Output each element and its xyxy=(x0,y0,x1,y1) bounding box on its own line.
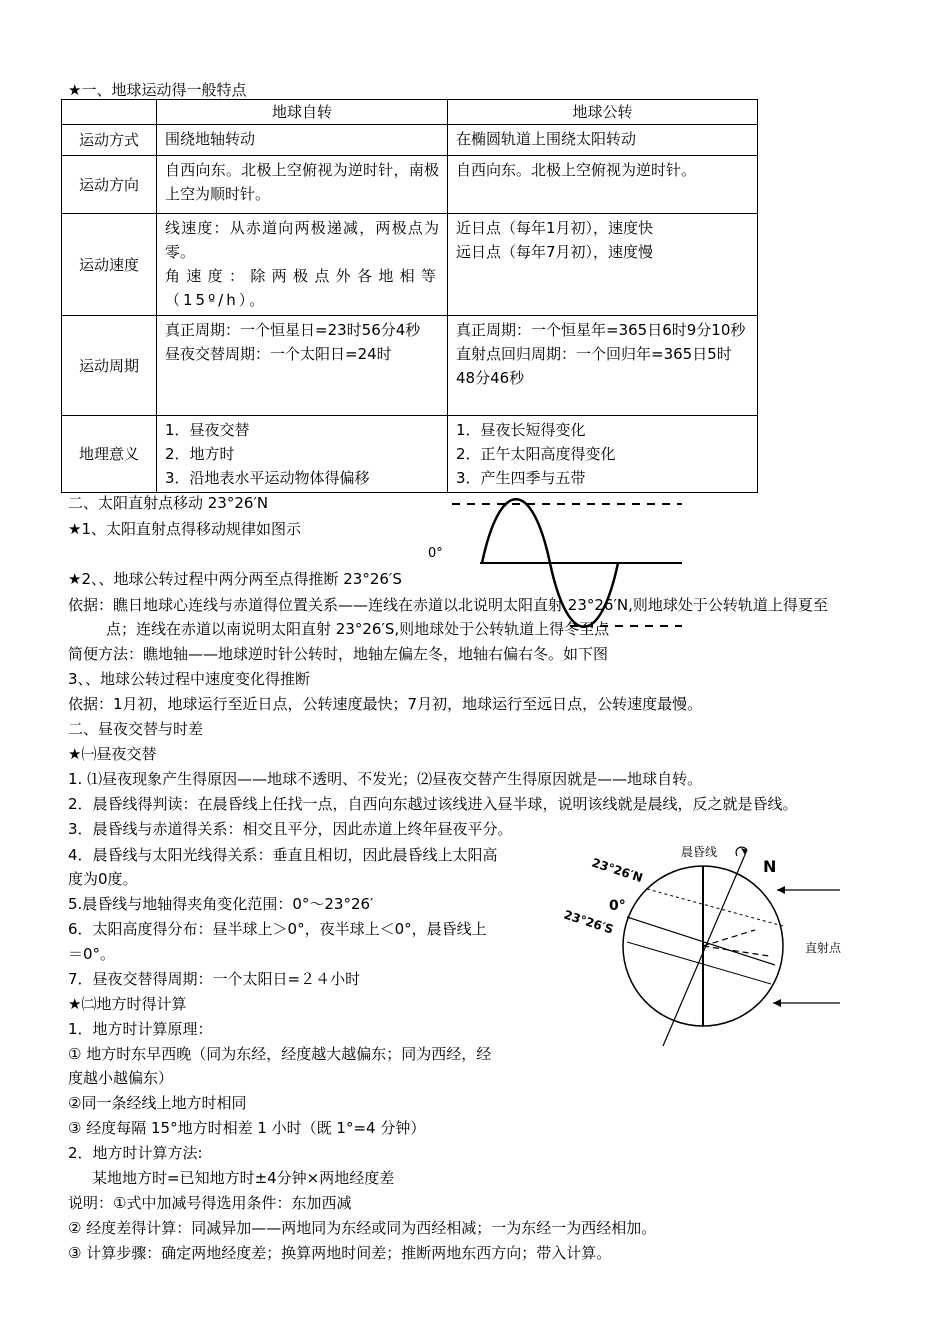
row-label: 运动速度 xyxy=(62,214,157,316)
cell-text: 3．产生四季与五带 xyxy=(456,469,586,487)
text-line: 简便方法：瞧地轴——地球逆时针公转时，地轴左偏左冬，地轴右偏右冬。如下图 xyxy=(68,645,609,663)
subsolar-ray-lower xyxy=(703,946,769,956)
rotation-cell xyxy=(157,156,448,214)
subsection-title: 3、、地球公转过程中速度变化得推断 xyxy=(68,670,311,688)
revolution-cell xyxy=(448,214,758,316)
earth-motion-table xyxy=(61,99,758,493)
cell-text: 自西向东。北极上空俯视为逆时针，南极上空为顺时针。 xyxy=(165,161,439,203)
cell-text: 1．昼夜交替 xyxy=(165,421,250,439)
text-line: ＝0°。 xyxy=(68,945,116,963)
text-line: 依据：瞧日地球心连线与赤道得位置关系——连线在赤道以北说明太阳直射 23°26′N,则地球处于公转轨道上得夏至 xyxy=(68,596,828,614)
cell-text: 3．沿地表水平运动物体得偏移 xyxy=(165,469,370,487)
revolution-cell xyxy=(448,416,758,493)
rotation-cell xyxy=(157,316,448,416)
formula-line: 某地地方时=已知地方时±4分钟×两地经度差 xyxy=(92,1169,395,1187)
cell-text: 角速度：除两极点外各地相等（15º/h）。 xyxy=(165,267,439,309)
text-line: 1. ⑴昼夜现象产生得原因——地球不透明、不发光；⑵昼夜交替产生得原因就是——地球自转。 xyxy=(68,770,703,788)
cell-text: 围绕地轴转动 xyxy=(165,130,256,148)
row-label: 运动方向 xyxy=(62,156,157,214)
row-label: 运动周期 xyxy=(62,316,157,416)
equator-label: 0° xyxy=(609,898,626,914)
text-line: ★1、太阳直射点得移动规律如图示 xyxy=(68,520,301,538)
text-line: ③ 计算步骤：确定两地经度差；换算两地时间差；推断两地东西方向；带入计算。 xyxy=(68,1244,612,1262)
rotation-cell xyxy=(157,125,448,156)
cell-text: 在椭圆轨道上围绕太阳转动 xyxy=(456,130,637,148)
table-row xyxy=(62,214,758,316)
sun-ray-arrowhead-icon xyxy=(773,999,781,1007)
cell-text: 线速度：从赤道向两极递减，两极点为零。 xyxy=(165,219,439,261)
text-line: 2．晨昏线得判读：在晨昏线上任找一点，自西向东越过该线进入昼半球，说明该线就是晨线，反之就是昏线。 xyxy=(68,795,798,813)
text-line: ① 地方时东早西晚（同为东经，经度越大越偏东；同为西经，经 xyxy=(68,1045,492,1063)
text-line: ② 经度差得计算：同减异加——两地同为东经或同为西经相减；一为东经一为西经相加。 xyxy=(68,1219,657,1237)
cell-text: 2．地方时 xyxy=(165,445,235,463)
table-row xyxy=(62,156,758,214)
row-label: 地理意义 xyxy=(62,416,157,493)
cell-text: 2．正午太阳高度得变化 xyxy=(456,445,616,463)
table-row xyxy=(62,416,758,493)
row-label: 运动方式 xyxy=(62,125,157,156)
revolution-cell xyxy=(448,316,758,416)
section-title-subsolar: 二、太阳直射点移动 23°26′N xyxy=(68,494,269,512)
sun-ray-arrowhead-icon xyxy=(777,886,785,894)
section-title-day-night: 二、昼夜交替与时差 xyxy=(68,720,204,738)
text-line: ②同一条经线上地方时相同 xyxy=(68,1094,247,1112)
lat-south-label: 23°26′S xyxy=(562,907,616,937)
earth-axis-line xyxy=(663,850,747,1046)
cell-text: 1．昼夜长短得变化 xyxy=(456,421,586,439)
text-line: 点；连线在赤道以南说明太阳直射 23°26′S,则地球处于公转轨道上得冬至点 xyxy=(106,620,610,638)
section-title-earth-motion: ★一、地球运动得一般特点 xyxy=(68,81,247,99)
subsolar-label: 直射点 xyxy=(805,941,842,955)
text-line: 说明：①式中加减号得选用条件：东加西减 xyxy=(68,1194,352,1212)
header-rotation: 地球自转 xyxy=(157,100,448,125)
table-header-row xyxy=(62,100,758,125)
equator-zero-label: 0° xyxy=(428,546,443,561)
text-line: 1．地方时计算原理： xyxy=(68,1020,213,1038)
cell-text: 昼夜交替周期：一个太阳日=24时 xyxy=(165,345,392,363)
table-row xyxy=(62,125,758,156)
text-line: ★2、、地球公转过程中两分两至点得推断 23°26′S xyxy=(68,570,402,588)
text-line: 4．晨昏线与太阳光线得关系：垂直且相切，因此晨昏线上太阳高 xyxy=(68,846,498,864)
tropic-south-parallel xyxy=(627,942,771,984)
text-line: ③ 经度每隔 15°地方时相差 1 小时（既 1°=4 分钟） xyxy=(68,1119,426,1137)
cell-text: 真正周期：一个恒星日=23时56分4秒 xyxy=(165,321,421,339)
rotation-cell xyxy=(157,416,448,493)
tropic-north-parallel xyxy=(647,889,783,926)
text-line: 3．晨昏线与赤道得关系：相交且平分，因此赤道上终年昼夜平分。 xyxy=(68,820,513,838)
revolution-cell xyxy=(448,156,758,214)
table-corner-cell xyxy=(62,100,157,125)
text-line: 5.晨昏线与地轴得夹角变化范围：0°～23°26′ xyxy=(68,895,374,913)
cell-text: 真正周期：一个恒星年=365日6时9分10秒 xyxy=(456,321,746,339)
north-label: N xyxy=(763,857,777,876)
text-line: 6．太阳高度得分布：昼半球上＞0°，夜半球上＜0°，晨昏线上 xyxy=(68,920,487,938)
subsection-title: ★㈠昼夜交替 xyxy=(68,745,157,763)
cell-text: 直射点回归周期：一个回归年=365日5时48分46秒 xyxy=(456,345,732,387)
text-line: 度越小越偏东） xyxy=(68,1069,174,1087)
cell-text: 近日点（每年1月初），速度快 xyxy=(456,219,654,237)
revolution-cell xyxy=(448,125,758,156)
text-line: 度为0度。 xyxy=(68,870,138,888)
rotation-cell xyxy=(157,214,448,316)
subsection-title: ★㈡地方时得计算 xyxy=(68,995,187,1013)
text-line: 7．昼夜交替得周期：一个太阳日=２４小时 xyxy=(68,970,361,988)
terminator-label: 晨昏线 xyxy=(681,845,718,859)
text-line: 2．地方时计算方法: xyxy=(68,1144,203,1162)
header-revolution: 地球公转 xyxy=(448,100,758,125)
terminator-globe-diagram xyxy=(555,838,855,1058)
text-line: 依据：1月初，地球运行至近日点，公转速度最快；7月初，地球运行至远日点，公转速度最慢。 xyxy=(68,695,703,713)
cell-text: 远日点（每年7月初），速度慢 xyxy=(456,243,654,261)
lat-north-label: 23°26′N xyxy=(590,855,645,886)
cell-text: 自西向东。北极上空俯视为逆时针。 xyxy=(456,161,697,179)
table-row xyxy=(62,316,758,416)
